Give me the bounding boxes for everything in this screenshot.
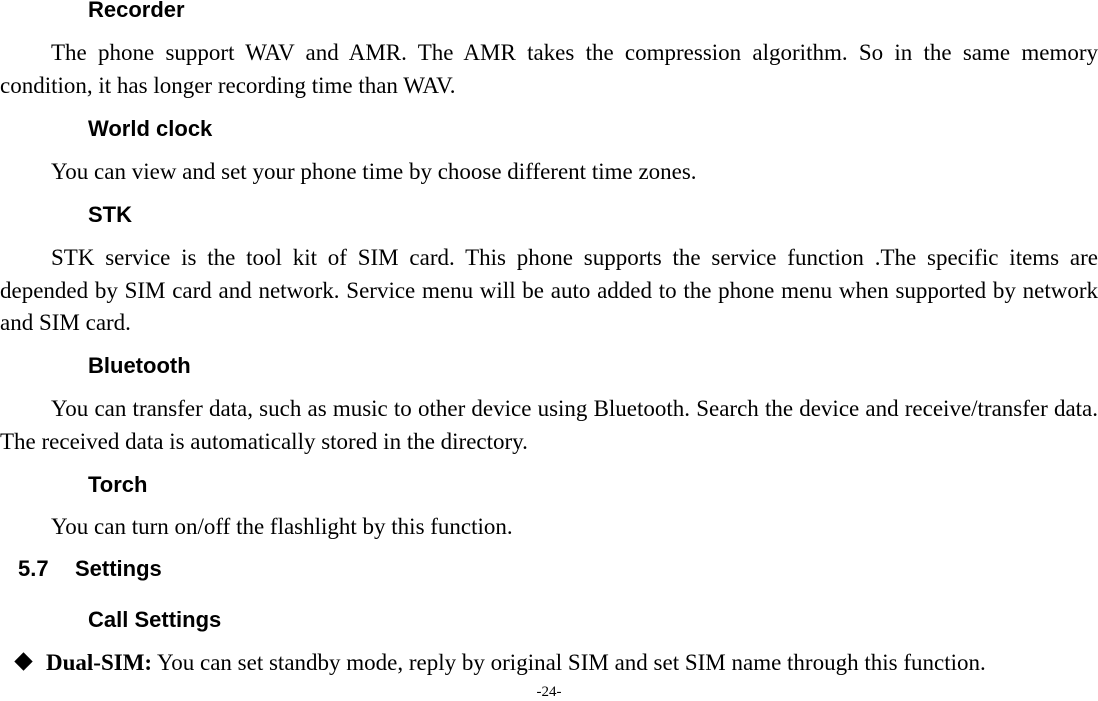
dual-sim-label: Dual-SIM: [46,650,153,675]
torch-paragraph: You can turn on/off the flashlight by this function. [51,514,513,539]
page-number: -24- [536,684,562,700]
world-clock-heading: World clock [88,116,213,141]
dual-sim-bullet [14,648,1098,678]
chapter-title: Settings [75,556,162,581]
stk-heading: STK [88,202,132,227]
chapter-number: 5.7 [18,556,49,581]
dual-sim-text: You can set standby mode, reply by original SIM and set SIM name through this function. [152,650,986,675]
bluetooth-heading: Bluetooth [88,353,191,378]
call-settings-heading: Call Settings [88,607,222,632]
chapter-heading [18,556,162,582]
bluetooth-paragraph: You can transfer data, such as music to other device using Bluetooth. Search the device and receive/transfer data. The received data is automatically stored in the directory. [0,396,1098,454]
stk-paragraph: STK service is the tool kit of SIM card. This phone supports the service function .The specific items are depended by SIM card and network. Service menu will be auto added to the phone menu when supported by network and SIM card. [0,245,1098,335]
diamond-bullet-icon [14,652,32,670]
torch-heading: Torch [88,472,148,497]
recorder-heading: Recorder [88,0,185,22]
world-clock-paragraph: You can view and set your phone time by choose different time zones. [51,159,697,184]
recorder-paragraph: The phone support WAV and AMR. The AMR takes the compression algorithm. So in the same memory condition, it has longer recording time than WAV. [0,40,1098,98]
